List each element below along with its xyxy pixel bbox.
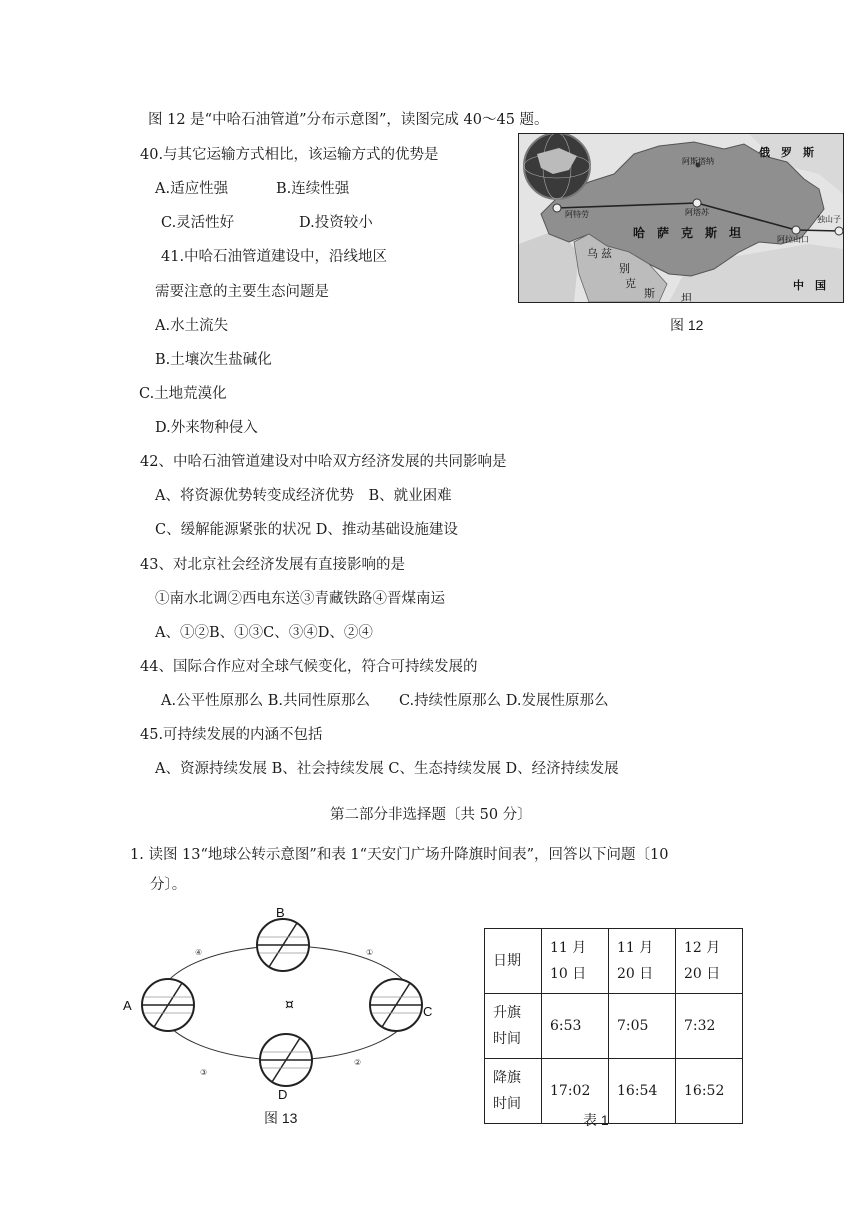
header-date: 日期: [485, 929, 542, 994]
label-a: A: [123, 998, 132, 1013]
q42-options-ab: A、将资源优势转变成经济优势 B、就业困难: [155, 488, 452, 504]
table-cell: 17:02: [542, 1059, 609, 1124]
label-uzbekistan-1: 乌 兹: [587, 248, 613, 260]
label-c: C: [423, 1004, 433, 1019]
table-1-caption: 表 1: [583, 1112, 609, 1128]
earth-a: [142, 979, 194, 1031]
earth-revolution-graphic: [118, 905, 448, 1105]
label-uzbekistan-4: 斯: [644, 288, 655, 300]
q44-options: A.公平性原那么 B.共同性原那么 C.持续性原那么 D.发展性原那么: [161, 693, 609, 709]
earth-b: [257, 919, 309, 971]
table-row-raise: [485, 994, 743, 1059]
label-d: D: [278, 1087, 288, 1102]
pipeline-map-graphic: [519, 134, 843, 302]
header-dec-20: 12 月 20 日: [676, 929, 743, 994]
q41-stem-1: 41.中哈石油管道建设中，沿线地区: [161, 249, 388, 265]
label-uzbekistan-5: 坦: [681, 293, 692, 302]
row-label-raise: 升旗 时间: [485, 994, 542, 1059]
label-atyrau: 阿特劳: [565, 210, 589, 219]
orbit-marker-4: ④: [195, 948, 203, 957]
q1-line-2: 分〕。: [150, 877, 187, 893]
row-label-lower: 降旗 时间: [485, 1059, 542, 1124]
earth-c: [370, 979, 422, 1031]
q45-stem: 45.可持续发展的内涵不包括: [140, 727, 323, 743]
header-nov-10: 11 月 10 日: [542, 929, 609, 994]
earth-d: [260, 1034, 312, 1086]
q41-option-c: C.土地荒漠化: [139, 386, 227, 402]
label-atasu: 阿塔苏: [685, 208, 709, 217]
q43-stem: 43、对北京社会经济发展有直接影响的是: [140, 557, 405, 573]
q43-items: ①南水北调②西电东送③青藏铁路④晋煤南运: [155, 591, 445, 607]
q45-options: A、资源持续发展 B、社会持续发展 C、生态持续发展 D、经济持续发展: [155, 761, 619, 777]
table-cell: 16:54: [609, 1059, 676, 1124]
table-cell: 16:52: [676, 1059, 743, 1124]
table-cell: 6:53: [542, 994, 609, 1059]
orbit-marker-1: ①: [366, 948, 374, 957]
table-header-row: [485, 929, 743, 994]
label-alashankou: 阿拉山口: [777, 235, 809, 244]
q44-stem: 44、国际合作应对全球气候变化，符合可持续发展的: [140, 659, 478, 675]
table-row-lower: [485, 1059, 743, 1124]
table-cell: 7:32: [676, 994, 743, 1059]
q40-option-c: C.灵活性好: [161, 215, 235, 231]
label-b: B: [276, 905, 285, 920]
orbit-marker-3: ③: [200, 1068, 208, 1077]
sun-symbol: ¤: [285, 997, 294, 1013]
label-uzbekistan-3: 克: [625, 278, 636, 290]
orbit-marker-2: ②: [354, 1058, 362, 1067]
q41-option-a: A.水土流失: [155, 318, 229, 334]
q42-stem: 42、中哈石油管道建设对中哈双方经济发展的共同影响是: [140, 454, 507, 470]
q1-line-1: 1. 读图 13“地球公转示意图”和表 1“天安门广场升降旗时间表”，回答以下问题〔10: [130, 847, 669, 863]
flag-time-table: [484, 928, 743, 1124]
q40-option-b: B.连续性强: [276, 181, 350, 197]
label-uzbekistan-2: 别: [619, 263, 630, 275]
label-astana: 阿斯塔纳: [682, 157, 714, 166]
pipeline-map: [518, 133, 844, 303]
q41-stem-2: 需要注意的主要生态问题是: [155, 284, 329, 300]
q43-options: A、①②B、①③C、③④D、②④: [155, 625, 373, 641]
intro-text: 图 12 是“中哈石油管道”分布示意图”，读图完成 40～45 题。: [148, 112, 549, 128]
q40-option-d: D.投资较小: [299, 215, 373, 231]
q41-option-b: B.土壤次生盐碱化: [155, 352, 272, 368]
label-kazakhstan: 哈 萨 克 斯 坦: [633, 226, 742, 240]
header-nov-20: 11 月 20 日: [609, 929, 676, 994]
figure-12-caption: 图 12: [670, 317, 704, 333]
label-russia: 俄 罗 斯: [759, 147, 814, 159]
q42-options-cd: C、缓解能源紧张的状况 D、推动基础设施建设: [155, 522, 458, 538]
earth-revolution-diagram: [118, 905, 448, 1105]
q40-option-a: A.适应性强: [155, 181, 229, 197]
label-dushanzi: 独山子: [817, 215, 841, 224]
figure-13-caption: 图 13: [264, 1110, 298, 1126]
table-cell: 7:05: [609, 994, 676, 1059]
part2-title: 第二部分非选择题〔共 50 分〕: [330, 807, 532, 823]
label-china: 中 国: [793, 280, 826, 292]
q41-option-d: D.外来物种侵入: [155, 420, 258, 436]
q40-stem: 40.与其它运输方式相比，该运输方式的优势是: [140, 147, 439, 163]
